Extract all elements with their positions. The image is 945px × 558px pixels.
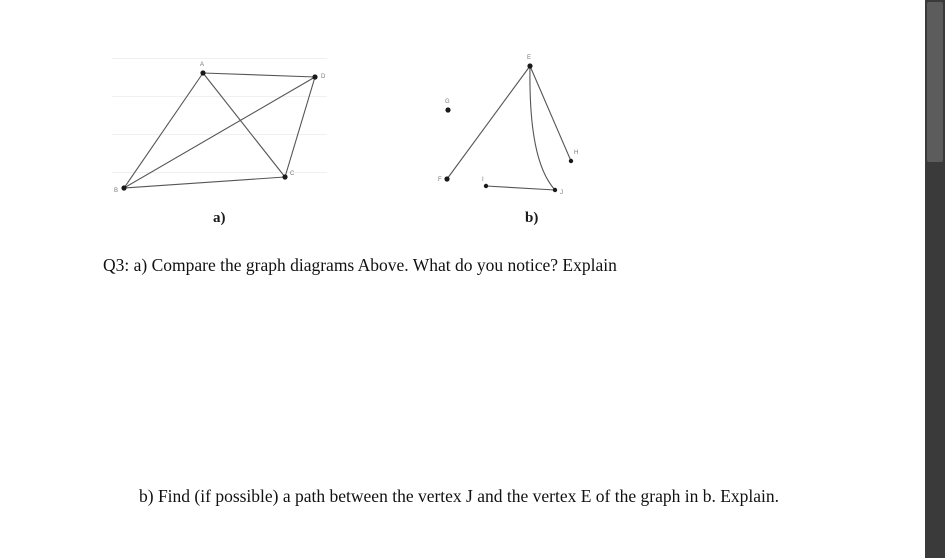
vertex-F	[444, 176, 449, 181]
edge-A-B	[124, 73, 203, 188]
vertex-label-H: H	[574, 150, 579, 156]
edge-I-J	[486, 186, 555, 190]
graph-b-svg	[425, 40, 605, 200]
vertex-label-I: I	[482, 177, 484, 183]
vertex-label-F: F	[438, 177, 442, 183]
vertex-D	[312, 74, 317, 79]
graph-diagram-b	[425, 40, 605, 200]
vertex-label-D: D	[321, 74, 326, 80]
vertex-C	[282, 174, 287, 179]
vertex-B	[121, 185, 126, 190]
graph-a-svg	[100, 40, 350, 200]
scrollbar-track[interactable]	[925, 0, 945, 558]
vertex-H	[569, 159, 573, 163]
question-3a-text: Q3: a) Compare the graph diagrams Above. What do you notice? Explain	[103, 255, 617, 275]
figure-caption-b: b)	[525, 210, 539, 226]
vertex-label-B: B	[114, 188, 119, 194]
edge-A-C	[203, 73, 285, 177]
vertex-label-C: C	[290, 171, 295, 177]
scrollbar-thumb[interactable]	[927, 2, 943, 162]
vertex-I	[484, 184, 488, 188]
figures-region	[0, 0, 925, 240]
edge-B-C	[124, 177, 285, 188]
graph-diagram-a	[100, 40, 350, 200]
vertex-G	[445, 107, 450, 112]
vertex-label-E: E	[527, 55, 532, 61]
vertex-label-G: G	[445, 99, 450, 105]
edge-E-J-curve	[530, 66, 555, 190]
question-3b-text: b) Find (if possible) a path between the vertex J and the vertex E of the graph in b. Explain.	[139, 486, 780, 506]
vertex-E	[527, 63, 532, 68]
vertex-A	[200, 70, 205, 75]
vertex-label-J: J	[560, 190, 563, 196]
vertex-label-A: A	[200, 62, 205, 68]
edge-A-D	[203, 73, 315, 77]
vertex-J	[553, 188, 557, 192]
figure-caption-a: a)	[213, 210, 226, 226]
edge-E-F	[447, 66, 530, 179]
